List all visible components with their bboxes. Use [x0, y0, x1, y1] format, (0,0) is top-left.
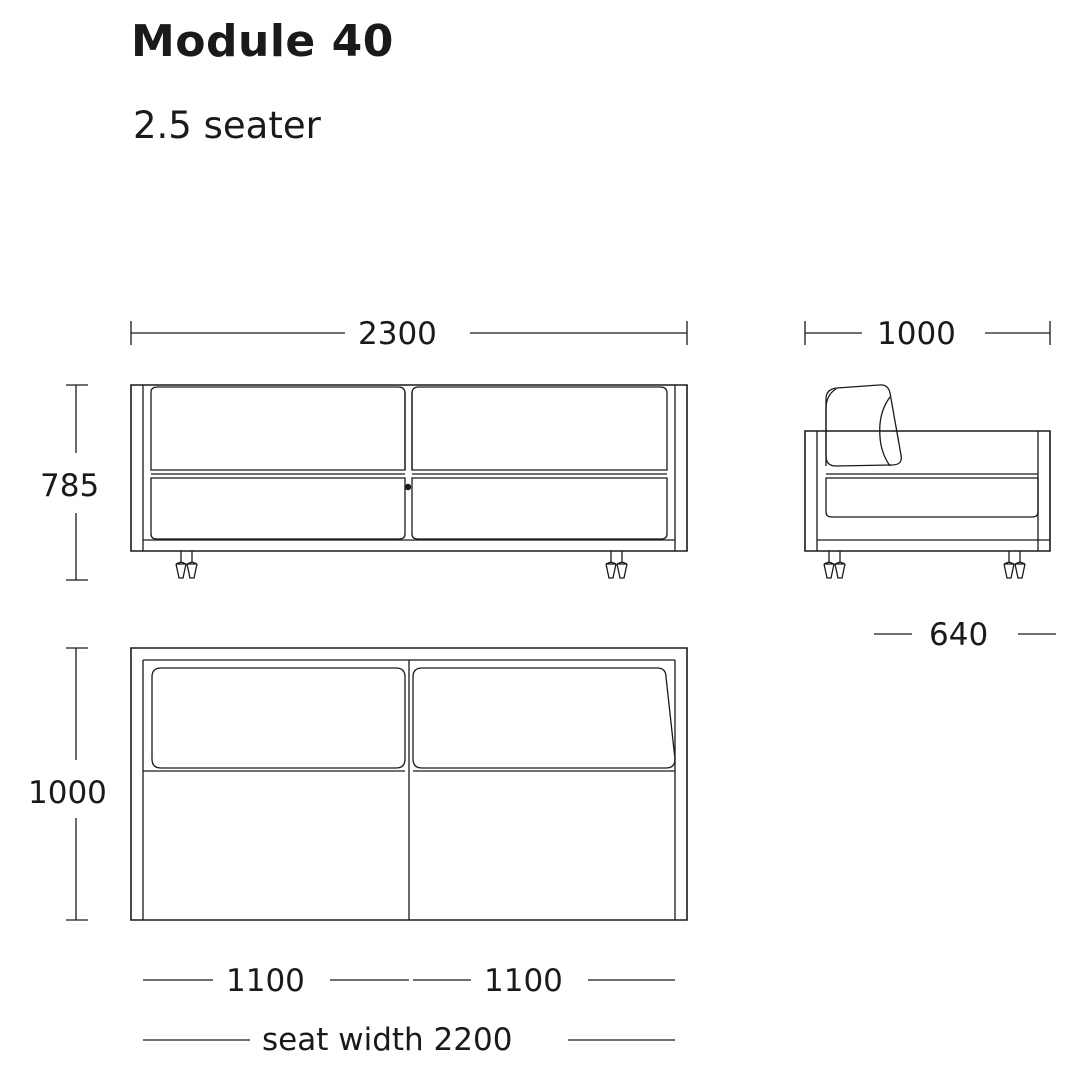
- plan-view: [66, 648, 687, 1040]
- dim-front-height-label: 785: [40, 468, 100, 504]
- dim-plan-seat-width-label: seat width 2200: [262, 1022, 513, 1058]
- dim-side-height-label: 640: [929, 617, 989, 653]
- page-subtitle: 2.5 seater: [133, 104, 321, 147]
- dim-plan-depth-label: 1000: [28, 775, 107, 811]
- front-elevation-view: [66, 321, 687, 580]
- page-title: Module 40: [131, 16, 394, 67]
- dim-side-depth-label: 1000: [877, 316, 956, 352]
- dim-plan-seat-left-label: 1100: [226, 963, 305, 999]
- side-elevation-view: [805, 321, 1056, 634]
- dim-plan-seat-right-label: 1100: [484, 963, 563, 999]
- dim-front-width-label: 2300: [358, 316, 437, 352]
